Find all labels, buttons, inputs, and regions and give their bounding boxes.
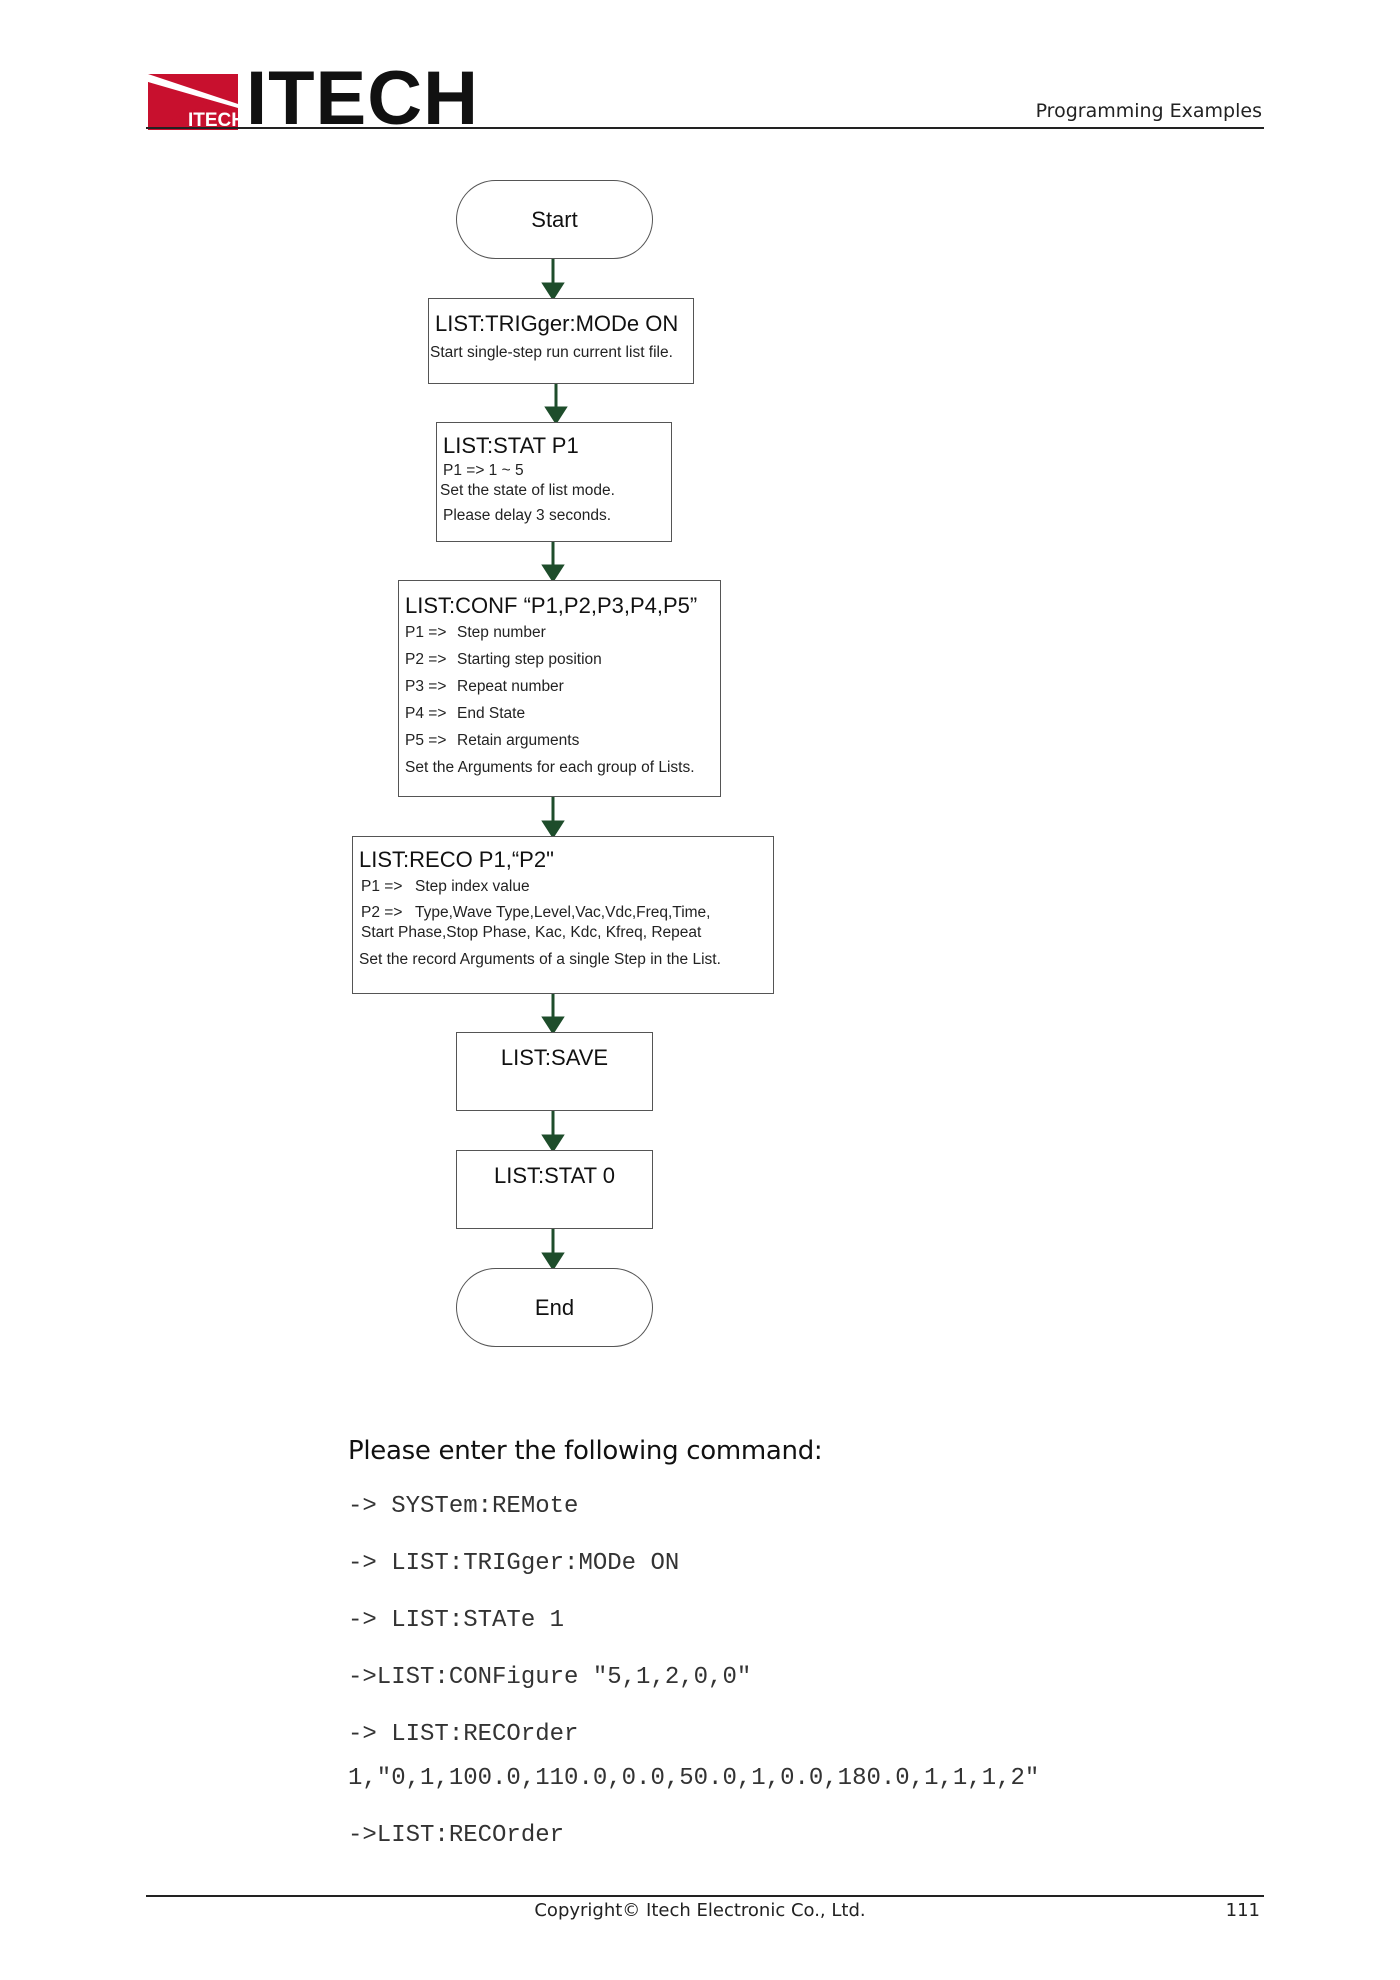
trigger-description: Start single-step run current list file. (430, 344, 673, 361)
conf-param-row (405, 646, 720, 673)
reco-p1-key: P1 => (361, 878, 403, 895)
reco-command: LIST:RECO P1,“P2" (359, 847, 554, 872)
section-title: Programming Examples (1035, 100, 1262, 122)
command-line: 1,"0,1,100.0,110.0,0.0,50.0,1,0.0,180.0,1,1,1,2" (348, 1765, 1040, 1792)
end-label: End (534, 1294, 575, 1320)
stat-description: Set the state of list mode. (440, 482, 615, 499)
conf-param-key: P1 => (405, 624, 447, 641)
conf-param-value: Starting step position (457, 651, 602, 668)
conf-param-key: P4 => (405, 705, 447, 722)
conf-param-key: P2 => (405, 651, 447, 668)
page-number: 111 (1225, 1900, 1260, 1921)
command-line: ->LIST:CONFigure "5,1,2,0,0" (348, 1664, 752, 1691)
footer-divider (146, 1895, 1264, 1897)
stat-param: P1 => 1 ~ 5 (443, 462, 524, 479)
conf-description: Set the Arguments for each group of Lists. (405, 759, 695, 776)
save-command: LIST:SAVE (500, 1045, 609, 1070)
start-label: Start (531, 206, 578, 232)
command-line: -> LIST:RECOrder (348, 1721, 579, 1748)
reco-p2-key: P2 => (361, 904, 403, 921)
conf-param-row (405, 700, 720, 727)
command-line: -> LIST:TRIGger:MODe ON (348, 1550, 680, 1577)
logo-badge-text: ITECH (188, 110, 245, 131)
conf-command: LIST:CONF “P1,P2,P3,P4,P5” (405, 593, 698, 618)
stat0-command: LIST:STAT 0 (493, 1163, 616, 1188)
logo-wordmark: ITECH (246, 56, 479, 141)
flow-stat0-node (456, 1150, 653, 1229)
flow-conf-node (398, 580, 721, 797)
flow-stat-node (436, 422, 672, 542)
conf-param-key: P5 => (405, 732, 447, 749)
reco-p2-value-cont: Start Phase,Stop Phase, Kac, Kdc, Kfreq, Repeat (361, 924, 702, 941)
command-line: ->LIST:RECOrder (348, 1822, 565, 1849)
conf-param-row (405, 727, 720, 754)
reco-p2-value: Type,Wave Type,Level,Vac,Vdc,Freq,Time, (415, 904, 711, 921)
reco-description: Set the record Arguments of a single Step in the List. (359, 951, 721, 968)
stat-note: Please delay 3 seconds. (443, 507, 612, 524)
command-line: -> SYSTem:REMote (348, 1493, 579, 1520)
conf-param-row (405, 673, 720, 700)
trigger-command: LIST:TRIGger:MODe ON (435, 311, 679, 336)
flow-start-node (456, 180, 653, 259)
stat-command: LIST:STAT P1 (443, 433, 579, 458)
footer-copyright: Copyright© Itech Electronic Co., Ltd. (534, 1900, 866, 1921)
reco-p1-value: Step index value (415, 878, 530, 895)
flow-end-node (456, 1268, 653, 1347)
reco-p2-row (361, 903, 773, 923)
flow-reco-node (352, 836, 774, 994)
command-intro: Please enter the following command: (348, 1436, 823, 1466)
conf-param-value: Step number (457, 624, 546, 641)
reco-p1-row (361, 873, 773, 900)
conf-param-value: Retain arguments (457, 732, 580, 749)
flow-trigger-node (428, 298, 694, 384)
conf-param-row (405, 619, 720, 646)
command-line: -> LIST:STATe 1 (348, 1607, 565, 1634)
conf-param-value: Repeat number (457, 678, 564, 695)
flow-save-node (456, 1032, 653, 1111)
conf-param-key: P3 => (405, 678, 447, 695)
conf-param-value: End State (457, 705, 526, 722)
